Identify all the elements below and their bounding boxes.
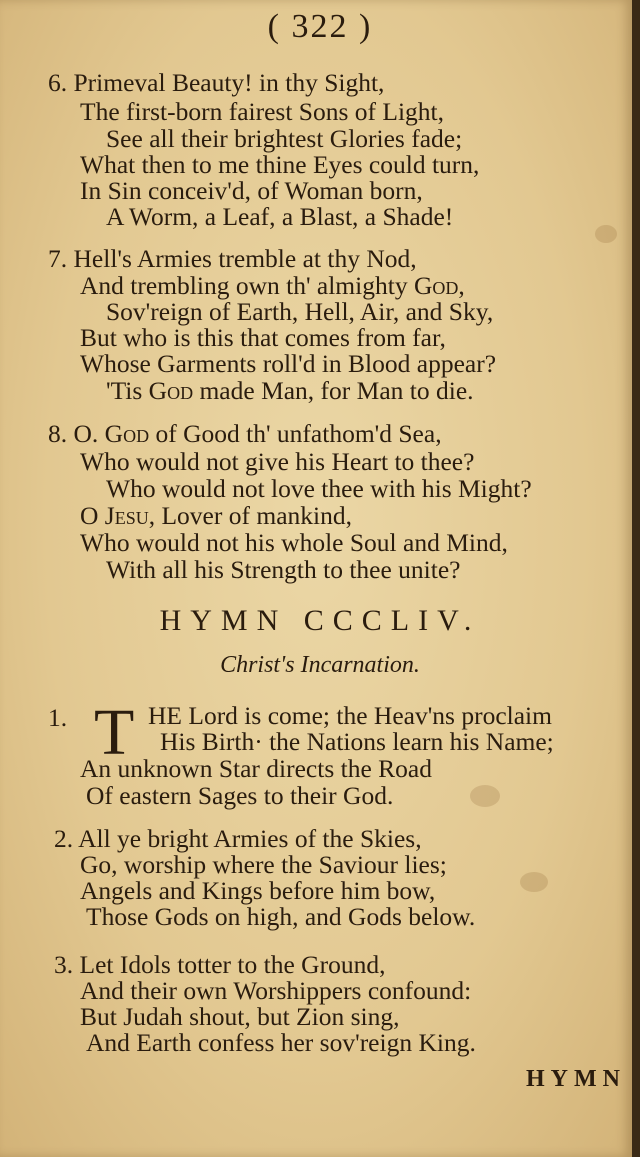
- verse-number: 2.: [54, 824, 74, 853]
- verse-line: 6. Primeval Beauty! in thy Sight,: [48, 68, 385, 97]
- verse-line: 2. All ye bright Armies of the Skies,: [54, 824, 422, 853]
- divine-name: God: [104, 419, 150, 448]
- catchword: HYMN: [526, 1066, 626, 1092]
- verse-line: A Worm, a Leaf, a Blast, a Shade!: [106, 202, 454, 231]
- foxing-spot: [520, 872, 548, 892]
- page-edge: [632, 0, 640, 1157]
- verse-number: 7.: [48, 244, 68, 273]
- hymn-title: HYMN CCCLIV.: [159, 604, 481, 637]
- drop-cap: T: [94, 696, 135, 769]
- verse-line: Go, worship where the Saviour lies;: [80, 850, 447, 879]
- verse-line: The first-born fairest Sons of Light,: [80, 97, 445, 126]
- divine-name: God: [148, 376, 194, 405]
- verse-number: 3.: [54, 950, 74, 979]
- divine-name: God,: [413, 271, 465, 300]
- foxing-spot: [470, 785, 500, 807]
- verse-line: Who would not his whole Soul and Mind,: [80, 528, 508, 557]
- verse-line: What then to me thine Eyes could turn,: [80, 150, 480, 179]
- verse-line: His Birth· the Nations learn his Name;: [160, 727, 554, 756]
- verse-line: An unknown Star directs the Road: [80, 754, 432, 783]
- foxing-spot: [595, 225, 617, 243]
- verse-line: And Earth confess her sov'reign King.: [86, 1028, 476, 1057]
- verse-line: See all their brightest Glories fade;: [106, 124, 463, 153]
- verse-line: And trembling own th' almighty God,: [80, 271, 465, 300]
- verse-line: Who would not love thee with his Might?: [106, 474, 532, 503]
- verse-line: Angels and Kings before him bow,: [80, 876, 436, 905]
- verse-line: Sov'reign of Earth, Hell, Air, and Sky,: [106, 297, 494, 326]
- verse-line: 7. Hell's Armies tremble at thy Nod,: [48, 244, 417, 273]
- verse-line: 8. O. God of Good th' unfathom'd Sea,: [48, 419, 442, 448]
- verse-line: O Jesu, Lover of mankind,: [80, 501, 352, 530]
- verse-number: 6.: [48, 68, 68, 97]
- verse-line: But Judah shout, but Zion sing,: [80, 1002, 400, 1031]
- verse-line: With all his Strength to thee unite?: [106, 555, 461, 584]
- verse-line: 'Tis God made Man, for Man to die.: [106, 376, 474, 405]
- verse-line: But who is this that comes from far,: [80, 323, 446, 352]
- verse-number: 8.: [48, 419, 68, 448]
- verse-line: Those Gods on high, and Gods below.: [86, 902, 476, 931]
- divine-name: Jesu,: [104, 501, 156, 530]
- verse-number: 1.: [48, 703, 68, 732]
- verse-line: Whose Garments roll'd in Blood appear?: [80, 349, 497, 378]
- verse-line: 3. Let Idols totter to the Ground,: [54, 950, 386, 979]
- verse-line: In Sin conceiv'd, of Woman born,: [80, 176, 423, 205]
- verse-line: HE Lord is come; the Heav'ns proclaim: [148, 701, 552, 730]
- verse-line: Who would not give his Heart to thee?: [80, 447, 475, 476]
- verse-line: Of eastern Sages to their God.: [86, 781, 394, 810]
- verse-line: And their own Worshippers confound:: [80, 976, 472, 1005]
- hymn-subtitle: Christ's Incarnation.: [220, 652, 420, 678]
- page-number: ( 322 ): [267, 8, 373, 45]
